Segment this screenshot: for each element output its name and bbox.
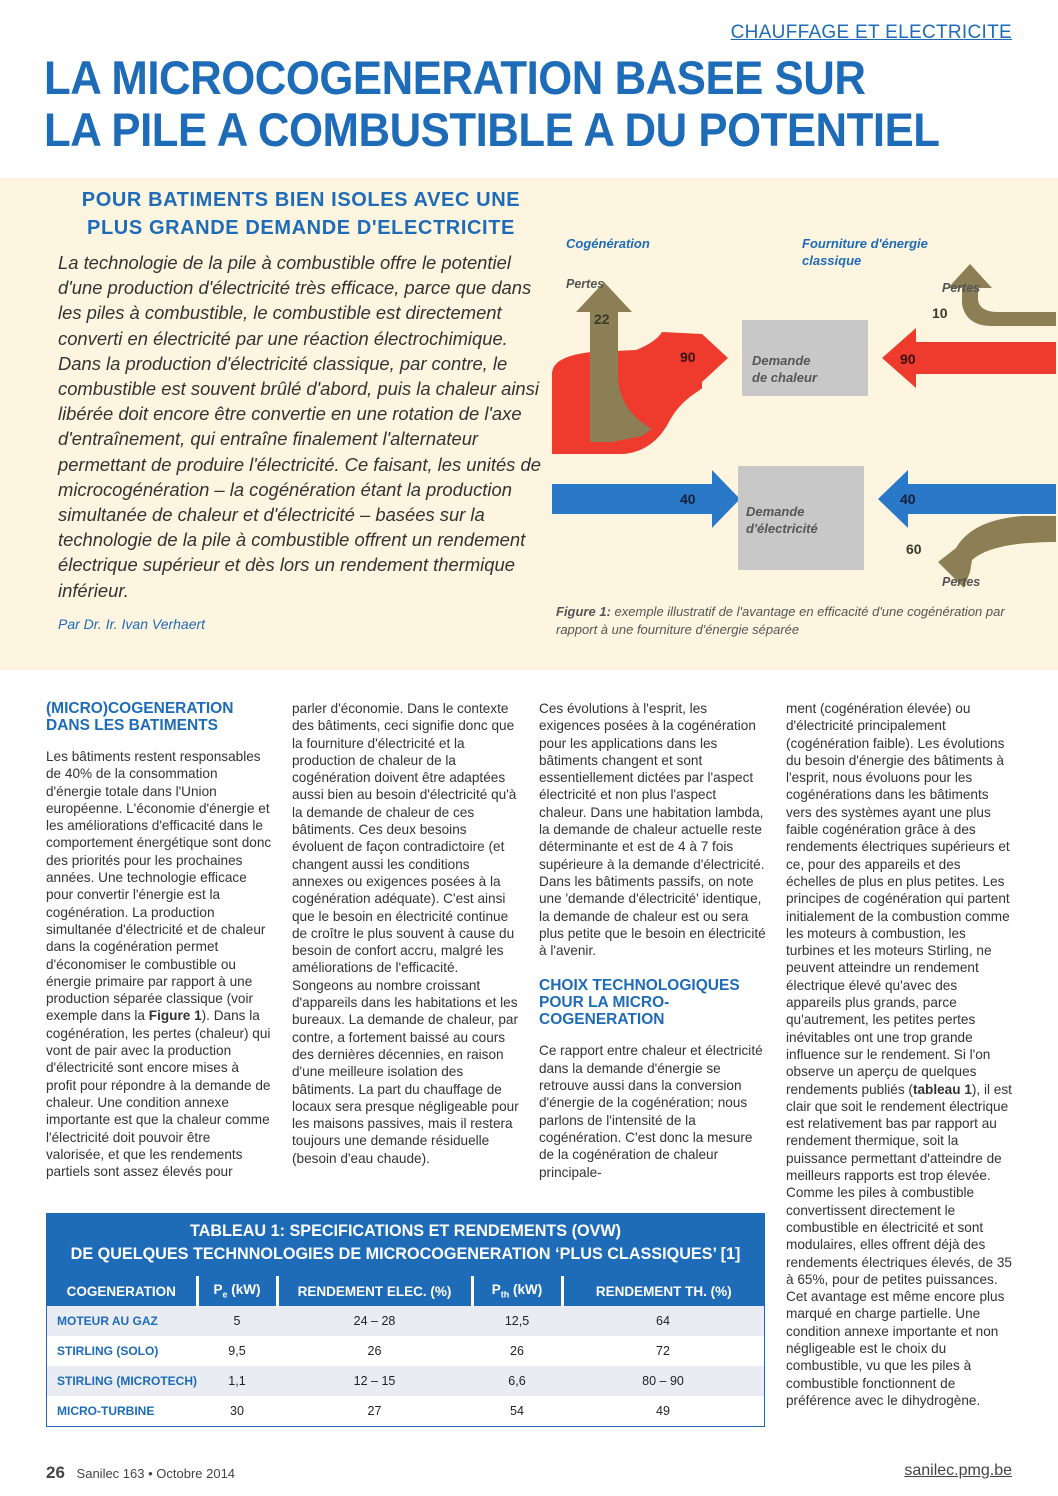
heading-1-line-1: (MICRO)COGENERATION — [46, 700, 234, 717]
byline: Par Dr. Ir. Ivan Verhaert — [58, 616, 206, 632]
column-1-text-b: ). Dans la cogénération, les pertes (chaleur) qui vont de pair avec la production d'électricité sont encore mises à profit pour répondre à la demande de chaleur. Une condition annexe importante est que la chaleur comme l'électricité doit pouvoir être valorisée, et que les rendements partiels sont assez élevés pour — [46, 1008, 271, 1180]
column-1-text-a: Les bâtiments restent responsables de 40% de la consommation d'énergie totale dans l'Union européenne. L'économie d'énergie et les améliorations d'efficacité dans le comportement énergétique sont donc des priorités pour les prochaines années. Une technologie efficace pour convertir l'énergie est la cogénération. La production simultanée d'électricité et de chaleur dans la cogénération permet d'économiser le combustible ou énergie primaire par rapport à une production séparée classique (voir exemple dans la — [46, 749, 272, 1024]
heading-2-line-1: CHOIX TECHNOLOGIQUES — [539, 977, 740, 995]
subtitle-line-2: PLUS GRANDE DEMANDE D'ELECTRICITE — [87, 217, 515, 239]
footer-issue — [46, 1463, 235, 1483]
column-4-text — [786, 700, 1014, 1409]
specs-table — [47, 1276, 764, 1426]
column-4-text-b: ), il est clair que soit le rendement électrique est relativement bas par rapport au rendement thermique, soit la puissance permettant d'atteindre de meilleurs rapports est trop élevée. Comme les piles à combustible convertissent directement le combustible en électricité et sont modulaires, elles offrent déjà des rendements électriques élevés, de 35 à 65%, pour de petites puissances. Cet avantage est même encore plus marqué en charge partielle. Une condition annexe importante et non négligeable est le choix du combustible, vu que les piles à combustible fonctionnent de préférence avec le dihydrogène. — [786, 1081, 1012, 1408]
heading-2-line-3: COGENERATION — [539, 1011, 665, 1029]
table-title-line-2: DE QUELQUES TECHNNOLOGIES DE MICROCOGENERATION ‘PLUS CLASSIQUES’ [1] — [70, 1245, 741, 1263]
tableau-1-reference[interactable]: tableau 1 — [912, 1081, 972, 1097]
label-fourniture-2: classique — [802, 253, 862, 268]
header-rendement-elec: RENDEMENT ELEC. (%) — [277, 1276, 472, 1306]
header-rendement-th: RENDEMENT TH. (%) — [562, 1276, 764, 1306]
heading-microcogeneration — [46, 700, 272, 734]
box-heat-label-2: de chaleur — [752, 370, 818, 385]
table-row — [47, 1396, 764, 1426]
figure-1-reference[interactable]: Figure 1 — [148, 1008, 202, 1024]
header-pe-main: P — [213, 1282, 223, 1298]
cell-rend-elec: 12 – 15 — [277, 1366, 472, 1396]
cell-rend-elec: 26 — [277, 1336, 472, 1366]
row-name: MOTEUR AU GAZ — [47, 1306, 197, 1336]
value-10: 10 — [932, 305, 948, 321]
heading-choix-technologiques — [539, 977, 767, 1028]
table-row — [47, 1336, 764, 1366]
cell-rend-elec: 27 — [277, 1396, 472, 1426]
header-pe-unit: (kW) — [227, 1282, 261, 1298]
page-number: 26 — [46, 1463, 65, 1482]
lead-paragraph — [58, 250, 544, 603]
cell-rend-elec: 24 – 28 — [277, 1306, 472, 1336]
label-fourniture-1: Fourniture d'énergie — [802, 236, 928, 251]
column-4 — [786, 700, 1014, 1409]
cell-rend-th: 49 — [562, 1396, 764, 1426]
heading-2-line-2: POUR LA MICRO- — [539, 994, 670, 1012]
table-row — [47, 1306, 764, 1336]
header-pth — [472, 1276, 562, 1306]
cell-rend-th: 64 — [562, 1306, 764, 1336]
website-link[interactable]: sanilec.pmg.be — [904, 1462, 1012, 1479]
issue-info: Sanilec 163 • Octobre 2014 — [76, 1466, 236, 1481]
column-3-text-a: Ces évolutions à l'esprit, les exigences posées à la cogénération pour les applications dans les bâtiments changent et sont essentiellement dictées par l'aspect électricité et non plus l'aspect chaleur. Dans une habitation lambda, la demande de chaleur actuelle reste déterminante et est de 4 à 7 fois supérieure à la demande d'électricité. Dans les bâtiments passifs, on note une 'demande d'électricité' identique, la demande de chaleur est ou sera plus petite que le besoin en électricité à l'avenir. — [539, 701, 766, 959]
column-1 — [46, 700, 272, 1180]
box-heat-label-1: Demande — [752, 353, 811, 368]
subtitle — [56, 186, 546, 242]
value-60: 60 — [906, 541, 922, 557]
header-pth-unit: (kW) — [509, 1282, 543, 1298]
label-pertes-right-top: Pertes — [942, 281, 981, 295]
label-cogeneration: Cogénération — [566, 236, 650, 251]
heading-1-line-2: DANS LES BATIMENTS — [46, 717, 218, 734]
cell-rend-th: 72 — [562, 1336, 764, 1366]
cell-pe: 9,5 — [197, 1336, 277, 1366]
left-blue-flow — [552, 470, 740, 528]
column-3-text-b: Ce rapport entre chaleur et électricité dans la demande d'énergie se retrouve aussi dans la conversion d'énergie de la cogénération; nous parlons de l'intensité de la cogénération. C'est donc la mesure de la cogénération de chaleur principale- — [539, 1043, 763, 1180]
cell-pth: 54 — [472, 1396, 562, 1426]
column-4-text-a: ment (cogénération élevée) ou d'électricité principalement (cogénération faible). Les évolutions du besoin d'énergie des bâtiments à l'esprit, nous évoluons pour les cogénérations dans les bâtiments vers des systèmes ayant une plus faible cogénération grâce à des rendements électriques supérieurs et ce, pour des appareils et des échelles de plus en plus petites. Les principes de cogénération qui partent initialement de la combustion comme les moteurs à combustion, les turbines et les moteurs Stirling, ne peuvent atteindre un rendement électrique élevé qu'avec des appareils plus grands, parce qu'autrement, les petites pertes inévitables ont une trop grande influence sur le rendement. Si l'on observe un aperçu de quelques rendements publiés ( — [786, 701, 1010, 1097]
figure-1-diagram — [552, 224, 1056, 600]
column-1-text — [46, 748, 272, 1180]
box-elec-label-1: Demande — [746, 504, 805, 519]
header-pe — [197, 1276, 277, 1306]
header-pth-sub: th — [500, 1289, 510, 1300]
page-title — [44, 52, 974, 156]
cell-pth: 26 — [472, 1336, 562, 1366]
subtitle-line-1: POUR BATIMENTS BIEN ISOLES AVEC UNE — [81, 189, 521, 211]
header-pth-main: P — [491, 1282, 501, 1298]
row-name: STIRLING (SOLO) — [47, 1336, 197, 1366]
lead-text: La technologie de la pile à combustible offre le potentiel d'une production d'électricité très efficace, parce que dans les piles à combustible, le combustible est directement converti en électricité par une réaction électrochimique. Dans la production d'électricité classique, par contre, le combustible est souvent brûlé d'abord, puis la chaleur ainsi libérée doit encore être convertie en une rotation de l'axe d'entraînement, qui entraîne finalement l'alternateur permettant de produire l'électricité. Ce faisant, les unités de microcogénération – la cogénération étant la production simultanée de chaleur et d'électricité – basées sur la technologie de la pile à combustible offrent un rendement électrique supérieur et dès lors un rendement thermique inférieur. — [58, 252, 541, 601]
column-2-text: parler d'économie. Dans le contexte des bâtiments, ceci signifie donc que la fourniture d'électricité et la production de chaleur de la cogénération doivent être adaptées aussi bien au besoin d'électricité qu'à la demande de chaleur de ces bâtiments. Ces deux besoins évoluent de façon contradictoire (et changent aussi les conditions annexes ou exigences posées à la cogénération adéquate). C'est ainsi que le besoin en électricité continue de croître le plus souvent à cause du besoin de confort accru, malgré les améliorations de l'efficacité. Songeons au nombre croissant d'appareils dans les habitations et les bureaux. La demande de chaleur, par contre, a fortement baissé au cours des dernières décennies, en raison d'une meilleure isolation des bâtiments. La part du chauffage de locaux sera presque négligeable pour les maisons passives, mais il restera toujours une demande résiduelle (besoin d'eau chaude). — [292, 701, 519, 1166]
cell-pe: 30 — [197, 1396, 277, 1426]
cell-pe: 1,1 — [197, 1366, 277, 1396]
table-1 — [46, 1213, 765, 1427]
table-header-row — [47, 1276, 764, 1306]
header-pe-sub: e — [222, 1289, 228, 1300]
title-line-2: LA PILE A COMBUSTIBLE A DU POTENTIEL — [44, 103, 940, 156]
cell-pe: 5 — [197, 1306, 277, 1336]
box-elec-label-2: d'électricité — [746, 521, 818, 536]
section-rubric[interactable]: CHAUFFAGE ET ELECTRICITE — [730, 22, 1012, 43]
value-90-left: 90 — [680, 349, 696, 365]
figure-caption-text: exemple illustratif de l'avantage en efficacité d'une cogénération par rapport à une fourniture d'énergie séparée — [556, 604, 1005, 637]
table-row — [47, 1366, 764, 1396]
header-cogeneration: COGENERATION — [47, 1276, 197, 1306]
column-2 — [292, 700, 520, 1167]
table-title — [47, 1214, 764, 1276]
title-line-1: LA MICROCOGENERATION BASEE SUR — [44, 51, 866, 104]
column-3 — [539, 700, 767, 1181]
value-40-right: 40 — [900, 491, 916, 507]
figure-caption — [556, 603, 1026, 639]
value-22: 22 — [594, 311, 610, 327]
cell-rend-th: 80 – 90 — [562, 1366, 764, 1396]
row-name: STIRLING (MICROTECH) — [47, 1366, 197, 1396]
value-90-right: 90 — [900, 351, 916, 367]
label-pertes-right-bottom: Pertes — [942, 575, 981, 589]
figure-caption-label: Figure 1: — [556, 604, 611, 619]
cell-pth: 12,5 — [472, 1306, 562, 1336]
right-olive-top — [948, 264, 1056, 326]
row-name: MICRO-TURBINE — [47, 1396, 197, 1426]
cell-pth: 6,6 — [472, 1366, 562, 1396]
value-40-left: 40 — [680, 491, 696, 507]
table-title-line-1: TABLEAU 1: SPECIFICATIONS ET RENDEMENTS (OVW) — [189, 1222, 622, 1240]
label-pertes-left: Pertes — [566, 277, 605, 291]
